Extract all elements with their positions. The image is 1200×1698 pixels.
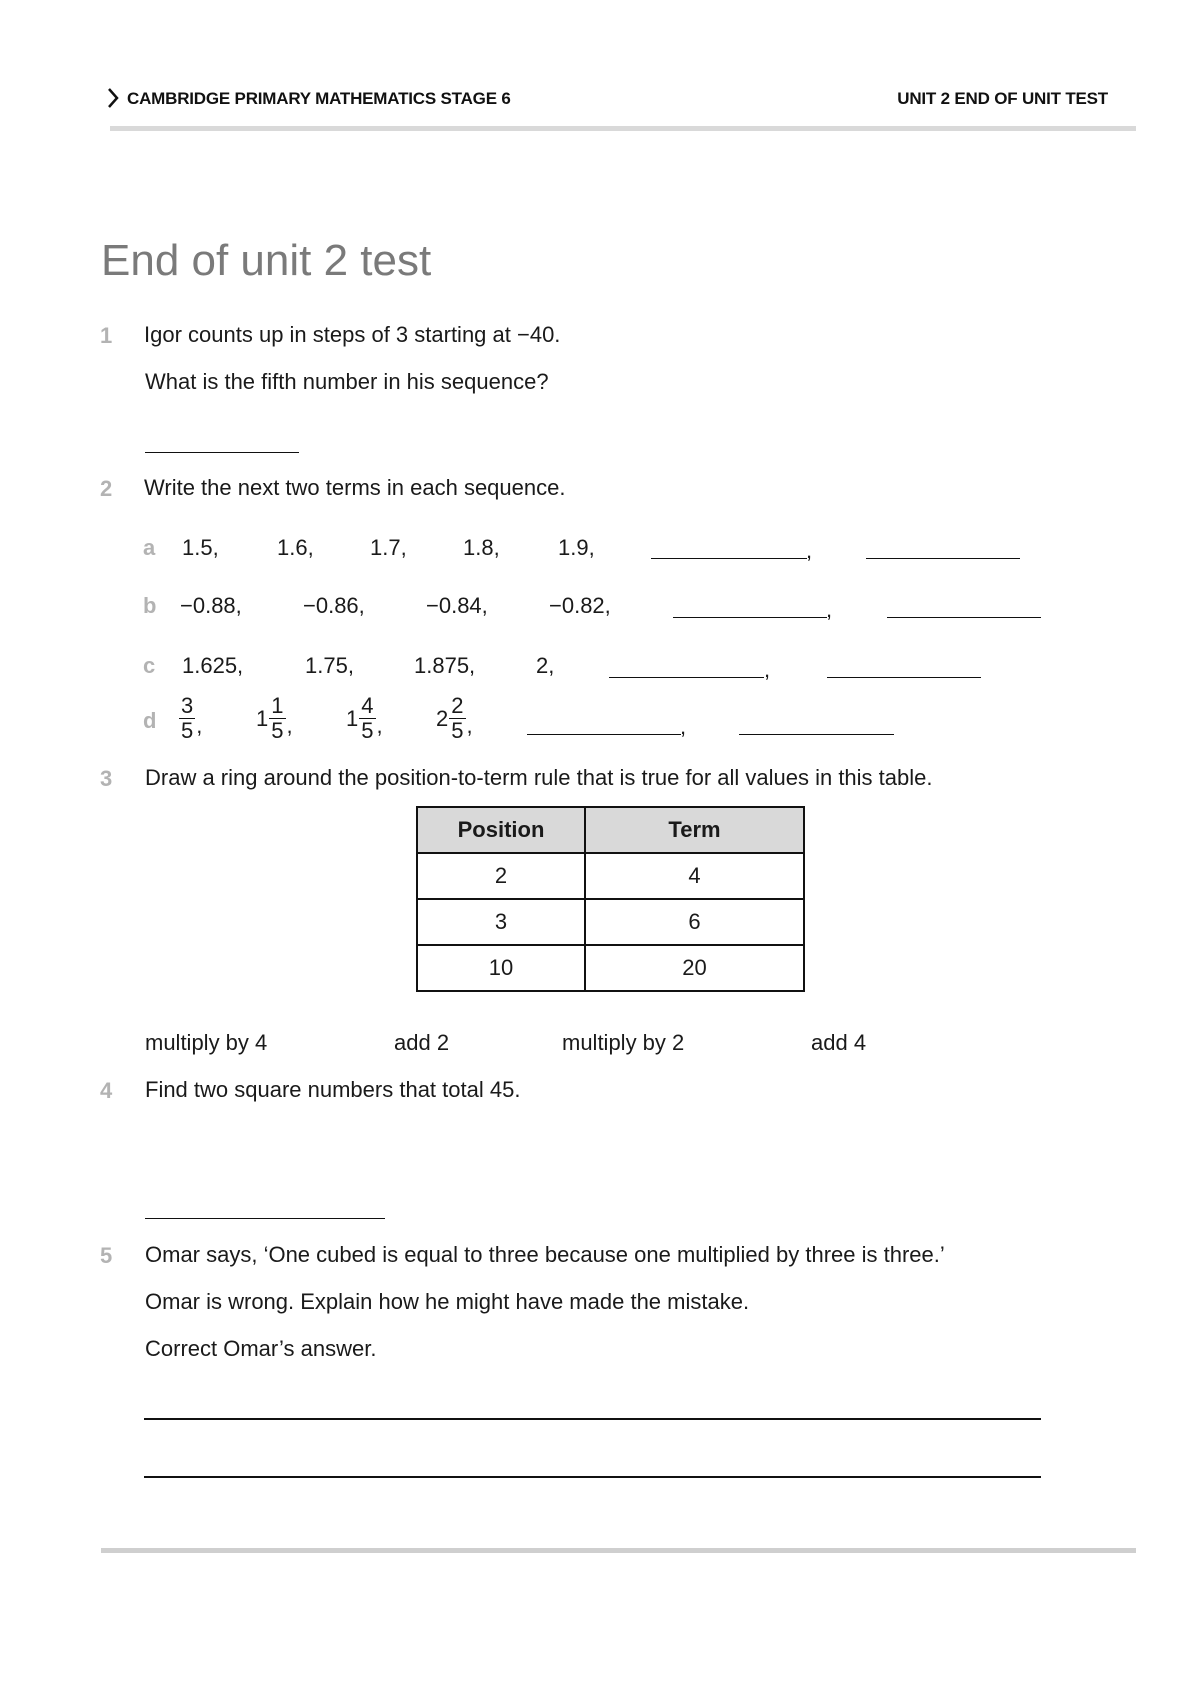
question-1-text: Igor counts up in steps of 3 starting at −40. xyxy=(144,322,561,347)
question-5-answer-line[interactable] xyxy=(144,1418,1041,1420)
answer-blank[interactable] xyxy=(827,677,981,678)
table-cell: 6 xyxy=(585,899,804,945)
fraction-term: $\frac{3}{5}$ , xyxy=(181,693,203,743)
question-3-number: 3 xyxy=(100,766,113,791)
answer-blank[interactable] xyxy=(527,734,681,735)
header-course-title: CAMBRIDGE PRIMARY MATHEMATICS STAGE 6 xyxy=(127,89,511,108)
answer-blank[interactable] xyxy=(651,558,807,559)
sequence-term: 1.875, xyxy=(414,653,476,678)
question-2-text: Write the next two terms in each sequence. xyxy=(144,475,566,500)
question-3-text: Draw a ring around the position-to-term rule that is true for all values in this table. xyxy=(145,765,933,790)
question-5-number: 5 xyxy=(100,1243,113,1268)
part-c-label: c xyxy=(143,653,156,678)
sequence-term: 1.625, xyxy=(182,653,244,678)
answer-blank[interactable] xyxy=(673,617,827,618)
sequence-term: 1.8, xyxy=(463,535,500,560)
table-row xyxy=(417,945,804,991)
question-1-prompt: What is the fifth number in his sequence? xyxy=(145,369,549,394)
table-header: Position xyxy=(417,807,585,853)
header-unit-label: UNIT 2 END OF UNIT TEST xyxy=(897,89,1108,108)
table-cell: 4 xyxy=(585,853,804,899)
question-1-answer-line[interactable] xyxy=(145,452,299,453)
fraction-term: 1 $\frac{1}{5}$ , xyxy=(256,693,293,743)
page-title: End of unit 2 test xyxy=(101,236,432,285)
table-row xyxy=(417,899,804,945)
rule-option-add-2[interactable]: add 2 xyxy=(394,1030,450,1055)
rule-option-add-4[interactable]: add 4 xyxy=(811,1030,867,1055)
part-a-label: a xyxy=(143,535,156,560)
question-2-number: 2 xyxy=(100,476,113,501)
question-5-prompt: Omar is wrong. Explain how he might have made the mistake. xyxy=(145,1289,750,1314)
sequence-term: 1.5, xyxy=(182,535,219,560)
sequence-term: 1.9, xyxy=(558,535,595,560)
answer-comma: , xyxy=(680,714,687,739)
question-5-answer-line[interactable] xyxy=(144,1476,1041,1478)
answer-blank[interactable] xyxy=(887,617,1041,618)
sequence-term: 2, xyxy=(536,653,555,678)
rule-option-multiply-by-4[interactable]: multiply by 4 xyxy=(145,1030,268,1055)
part-d-label: d xyxy=(143,708,157,733)
sequence-term: 1.75, xyxy=(305,653,354,678)
answer-comma: , xyxy=(806,538,813,563)
question-4-number: 4 xyxy=(100,1078,113,1103)
answer-comma: , xyxy=(826,597,833,622)
table-cell: 10 xyxy=(417,945,585,991)
table-row xyxy=(417,853,804,899)
sequence-term: −0.86, xyxy=(303,593,365,618)
answer-blank[interactable] xyxy=(609,677,764,678)
answer-comma: , xyxy=(764,657,771,682)
sequence-term: −0.84, xyxy=(426,593,488,618)
question-5-text: Omar says, ‘One cubed is equal to three because one multiplied by three is three.’ xyxy=(145,1242,945,1267)
question-1-number: 1 xyxy=(100,323,113,348)
rule-option-multiply-by-2[interactable]: multiply by 2 xyxy=(562,1030,685,1055)
table-cell: 2 xyxy=(417,853,585,899)
footer-divider xyxy=(101,1548,1136,1553)
fraction-term: 1 $\frac{4}{5}$ , xyxy=(346,693,383,743)
question-5-instruction: Correct Omar’s answer. xyxy=(145,1336,377,1361)
chevron-right-icon xyxy=(106,87,120,109)
sequence-term: 1.7, xyxy=(370,535,407,560)
header-divider xyxy=(110,126,1136,131)
sequence-term: 1.6, xyxy=(277,535,314,560)
answer-blank[interactable] xyxy=(739,734,894,735)
sequence-term: −0.82, xyxy=(549,593,611,618)
part-b-label: b xyxy=(143,593,157,618)
table-cell: 20 xyxy=(585,945,804,991)
question-4-answer-line[interactable] xyxy=(145,1218,385,1219)
fraction-term: 2 $\frac{2}{5}$ , xyxy=(436,693,473,743)
table-header: Term xyxy=(585,807,804,853)
table-cell: 3 xyxy=(417,899,585,945)
position-term-table xyxy=(416,806,805,992)
answer-blank[interactable] xyxy=(866,558,1020,559)
sequence-term: −0.88, xyxy=(180,593,242,618)
question-4-text: Find two square numbers that total 45. xyxy=(145,1077,521,1102)
